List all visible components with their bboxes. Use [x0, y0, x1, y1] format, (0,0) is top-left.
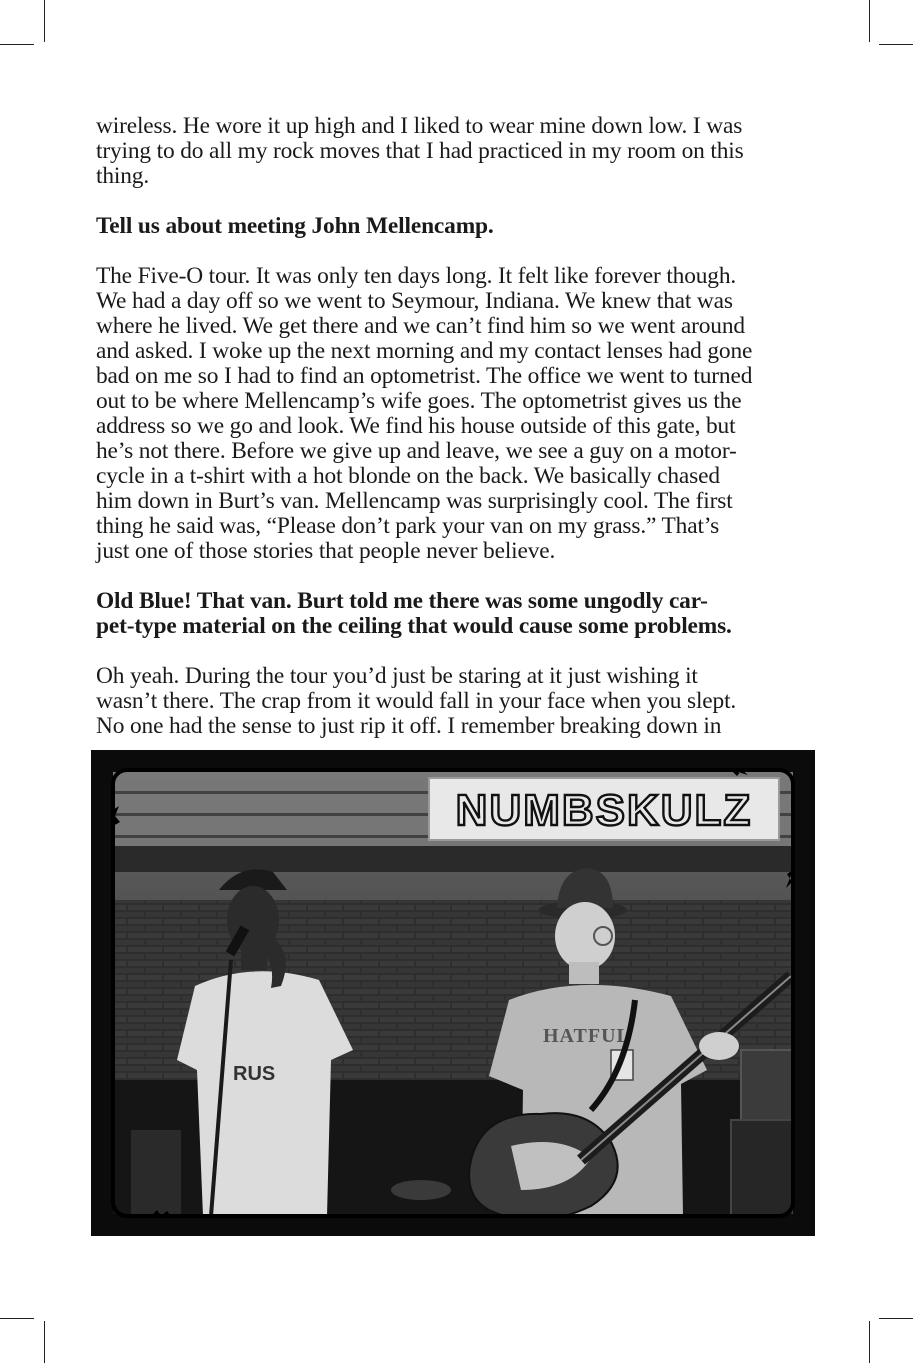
- text-line: address so we go and look. We find his house outside of this gate, but: [96, 413, 736, 439]
- crop-mark-bottom-right-vertical: [869, 1321, 870, 1363]
- crop-mark-top-right-horizontal: [879, 44, 913, 45]
- question-heading: [96, 214, 820, 239]
- text-line: bad on me so I had to find an optometrist. The office we went to turned: [96, 363, 753, 389]
- text-line: out to be where Mellencamp’s wife goes. The optometrist gives us the: [96, 388, 742, 414]
- concert-photo: [91, 750, 815, 1236]
- text-line: cycle in a t-shirt with a hot blonde on the back. We basically chased: [96, 463, 720, 489]
- text-line: wasn’t there. The crap from it would fall in your face when you slept.: [96, 688, 737, 714]
- text-line: Tell us about meeting John Mellencamp.: [96, 213, 494, 239]
- answer-paragraph: [96, 114, 820, 189]
- text-line: No one had the sense to just rip it off. I remember breaking down in: [96, 713, 722, 739]
- text-line: thing he said was, “Please don’t park your van on my grass.” That’s: [96, 513, 720, 539]
- interview-text: [96, 114, 820, 739]
- text-line: pet-type material on the ceiling that would cause some problems.: [96, 613, 732, 639]
- crop-mark-bottom-left-vertical: [44, 1321, 45, 1363]
- text-line: The Five-O tour. It was only ten days long. It felt like forever though.: [96, 263, 737, 289]
- numbskulz-banner: [429, 778, 779, 840]
- crop-mark-top-right-vertical: [869, 0, 870, 42]
- text-line: Old Blue! That van. Burt told me there was some ungodly car-: [96, 588, 708, 614]
- text-line: just one of those stories that people never believe.: [96, 538, 556, 564]
- text-line: where he lived. We get there and we can’t find him so we went around: [96, 313, 745, 339]
- paragraph-gap: [96, 239, 820, 264]
- text-line: We had a day off so we went to Seymour, Indiana. We knew that was: [96, 288, 733, 314]
- crop-mark-top-left-vertical: [44, 0, 45, 42]
- bassist-shirt-text: HATFUL: [543, 1025, 631, 1047]
- crop-mark-bottom-right-horizontal: [879, 1318, 913, 1319]
- question-heading: [96, 589, 820, 639]
- crop-mark-top-left-horizontal: [0, 44, 34, 45]
- text-line: thing.: [96, 163, 150, 189]
- answer-paragraph: [96, 664, 820, 739]
- crop-mark-bottom-left-horizontal: [0, 1318, 34, 1319]
- text-line: Oh yeah. During the tour you’d just be staring at it just wishing it: [96, 663, 698, 689]
- concert-photo-illustration: [91, 750, 815, 1236]
- text-line: trying to do all my rock moves that I had practiced in my room on this: [96, 138, 744, 164]
- answer-paragraph: [96, 264, 820, 564]
- banner-text: NUMBSKULZ: [455, 786, 753, 835]
- text-line: wireless. He wore it up high and I liked to wear mine down low. I was: [96, 113, 743, 139]
- text-line: him down in Burt’s van. Mellencamp was surprisingly cool. The first: [96, 488, 733, 514]
- paragraph-gap: [96, 189, 820, 214]
- text-line: and asked. I woke up the next morning and my contact lenses had gone: [96, 338, 753, 364]
- paragraph-gap: [96, 564, 820, 589]
- vocalist-shirt-text: RUS: [233, 1063, 276, 1085]
- paragraph-gap: [96, 639, 820, 664]
- text-line: he’s not there. Before we give up and leave, we see a guy on a motor-: [96, 438, 737, 464]
